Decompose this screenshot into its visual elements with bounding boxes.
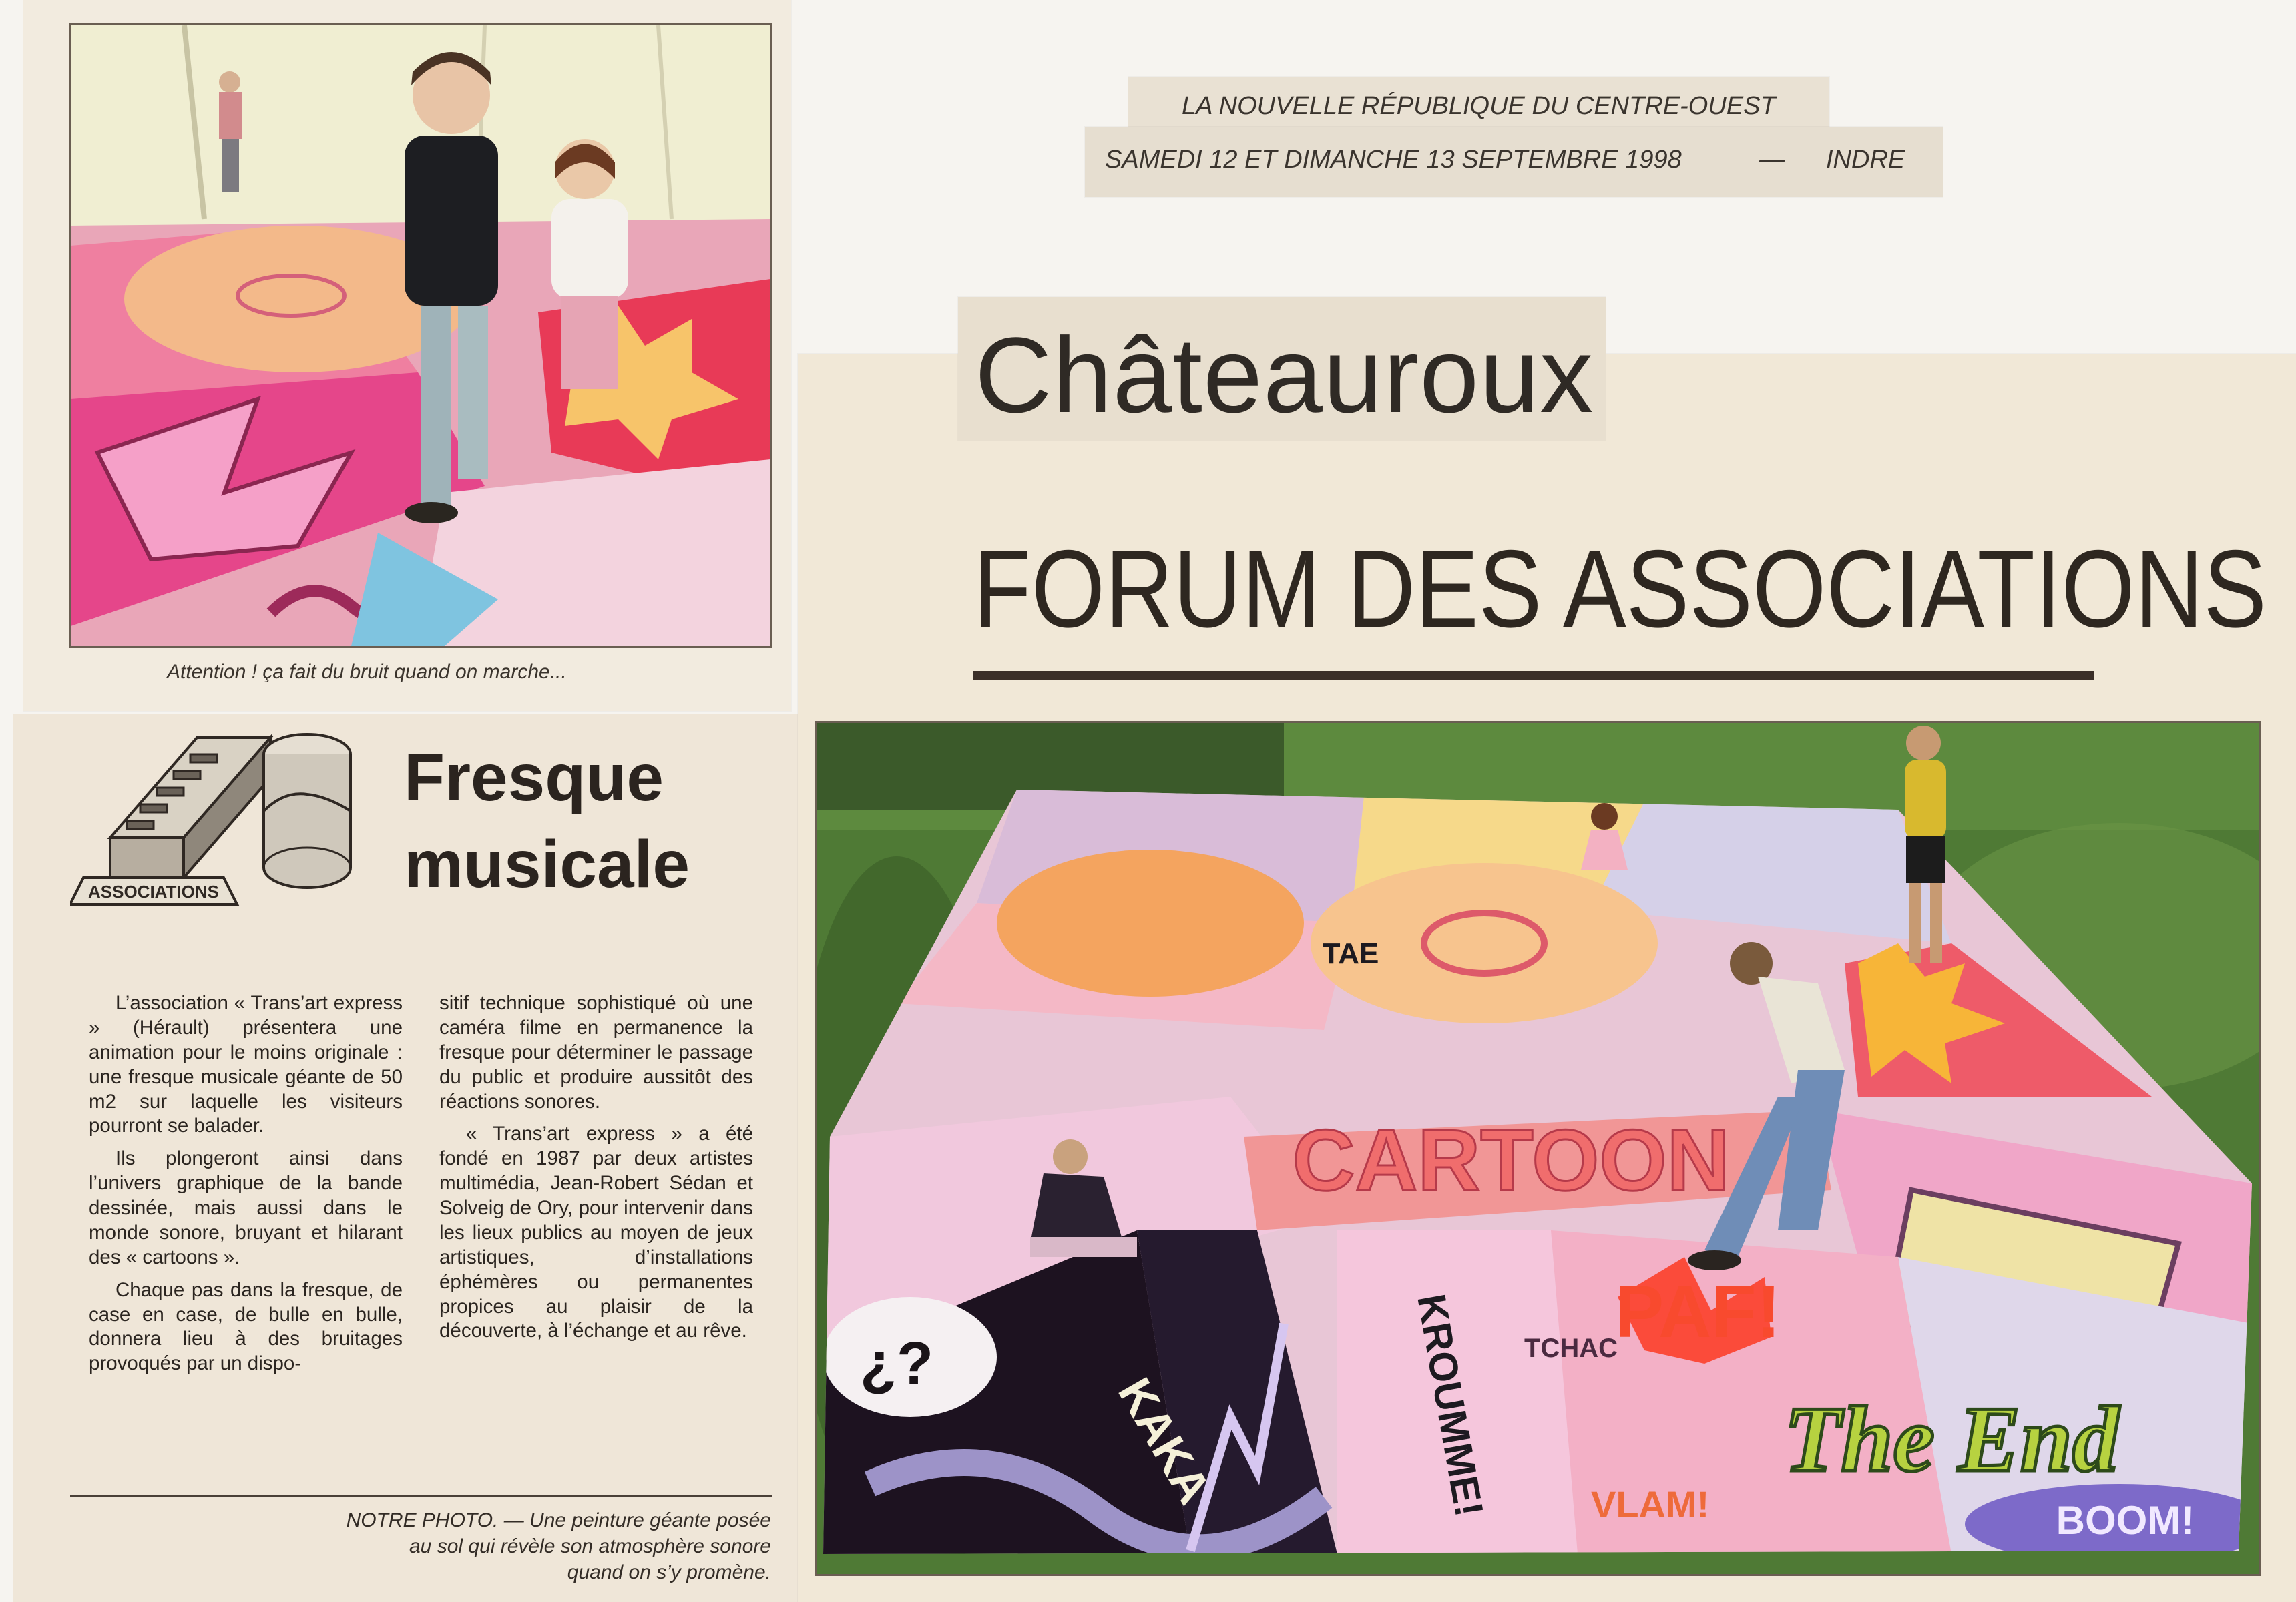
fresco-word-the-end: The End	[1784, 1388, 2119, 1491]
article-column-2	[439, 991, 753, 1352]
fresco-word-paf: PAF!	[1614, 1271, 1781, 1353]
section-headline: FORUM DES ASSOCIATIONS	[973, 527, 2267, 650]
article-paragraph: Ils plongeront ainsi dans l’univers graphique de la bande dessinée, mais aussi dans le monde sonore, bruyant et hilarant des « cartoons ».	[89, 1147, 403, 1268]
date-separator: —	[1759, 146, 1785, 174]
article-column-1	[89, 991, 403, 1384]
caption-rule	[70, 1495, 772, 1497]
associations-logo-icon	[70, 724, 357, 911]
city-title: Châteauroux	[975, 315, 1594, 435]
photo-giant-fresco	[815, 721, 2261, 1576]
photo-note-line-3: quand on s’y promène.	[567, 1561, 771, 1583]
photo-children-on-fresco	[69, 23, 772, 648]
article-title	[404, 734, 690, 908]
photo-note-line-1: NOTRE PHOTO. — Une peinture géante posée	[346, 1509, 771, 1531]
article-paragraph: Chaque pas dans la fresque, de case en case, de bulle en bulle, donnera lieu à des bruitages provoqués par un dispo-	[89, 1278, 403, 1375]
headline-underline	[973, 671, 2094, 680]
article-paragraph: « Trans’art express » a été fondé en 1987 par deux artistes multimédia, Jean-Robert Sédan et Solveig de Ory, pour intervenir dans les lieux publics au moyen de jeux artistiques, d’installations éphémères ou permanentes propices au plaisir de la découverte, à l’échange et au rêve.	[439, 1123, 753, 1342]
publication-date: SAMEDI 12 ET DIMANCHE 13 SEPTEMBRE 1998	[1105, 146, 1682, 174]
fresco-word-kaka: KAKA	[1108, 1369, 1221, 1513]
article-title-line-1: Fresque	[404, 740, 664, 815]
logo-label: ASSOCIATIONS	[88, 882, 219, 902]
article-title-line-2: musicale	[404, 827, 690, 902]
fresco-word-tchac: TCHAC	[1524, 1334, 1618, 1363]
fresco-word-cartoon: CARTOON	[1292, 1111, 1730, 1209]
newspaper-name: LA NOUVELLE RÉPUBLIQUE DU CENTRE-OUEST	[1182, 92, 1776, 120]
fresco-word-tae: TAE	[1322, 937, 1379, 970]
fresco-word-question: ¿?	[860, 1330, 933, 1397]
article-paragraph: sitif technique sophistiqué où une caméra filme en permanence la fresque pour déterminer le passage du public et produire aussitôt des réactions sonores.	[439, 992, 753, 1113]
region-label: INDRE	[1826, 146, 1905, 174]
fresco-word-kroumme: KROUMME!	[1409, 1290, 1492, 1520]
photo-caption: Attention ! ça fait du bruit quand on marche...	[167, 661, 567, 683]
fresco-word-vlam: VLAM!	[1591, 1483, 1710, 1525]
photo-note-line-2: au sol qui révèle son atmosphère sonore	[409, 1535, 771, 1557]
photo-note	[200, 1507, 771, 1585]
article-paragraph: L’association « Trans’art express » (Hérault) présentera une animation pour le moins originale : une fresque musicale géante de 50 m2 sur laquelle les visiteurs pourront se balader.	[89, 992, 403, 1137]
fresco-word-boom: BOOM!	[2056, 1498, 2195, 1543]
